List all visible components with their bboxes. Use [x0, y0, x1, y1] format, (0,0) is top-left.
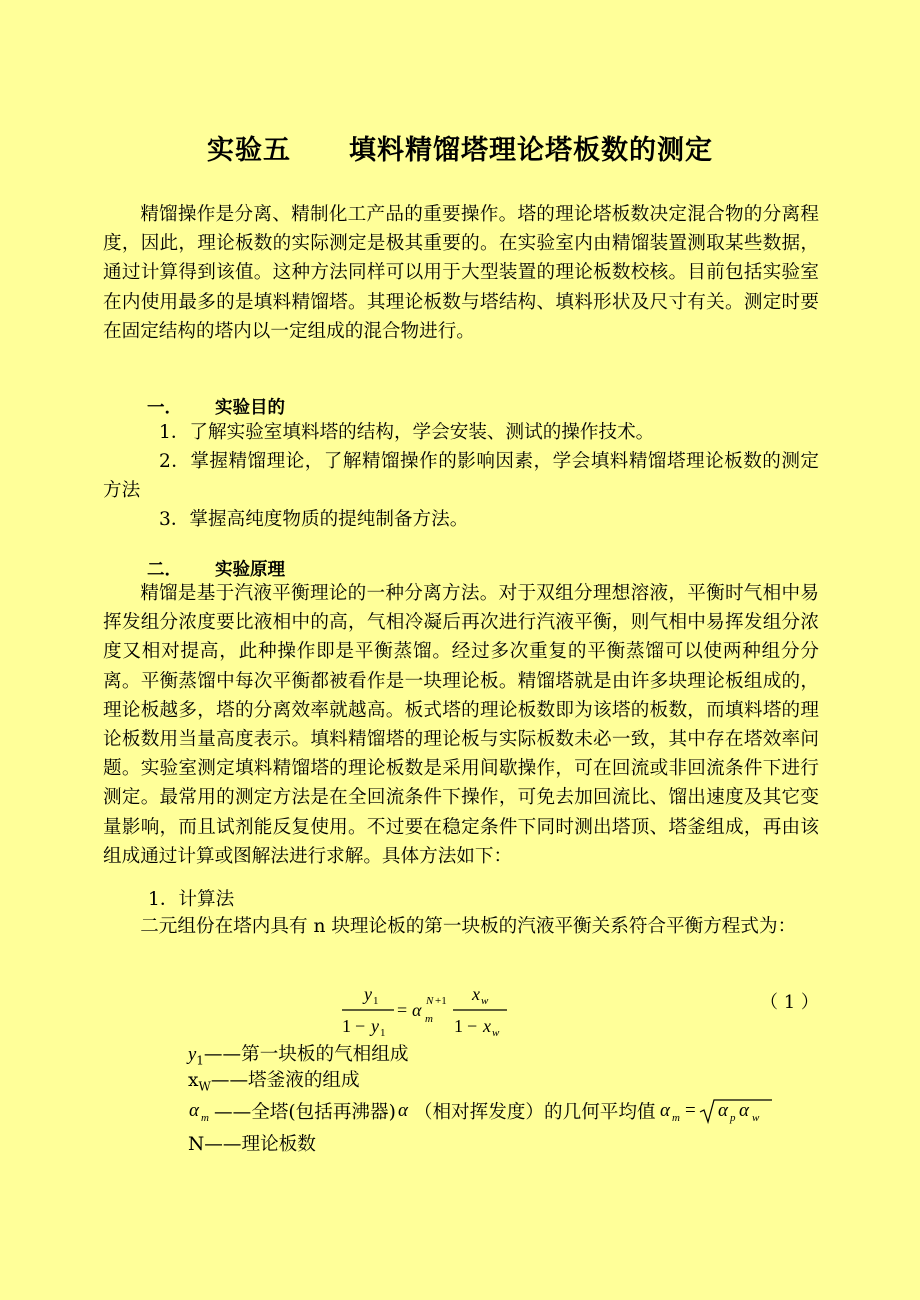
section2-title: 实验原理: [215, 560, 285, 580]
svg-text:α: α: [738, 1100, 749, 1121]
svg-text:−: −: [467, 1016, 478, 1036]
alpha-m-symbol: [188, 1099, 214, 1123]
svg-text:y: y: [364, 984, 372, 1004]
svg-text:1: 1: [454, 1016, 463, 1036]
svg-text:α: α: [412, 1000, 422, 1020]
equilibrium-equation: [340, 980, 820, 1040]
intro-paragraph: 精馏操作是分离、精制化工产品的重要操作。塔的理论塔板数决定混合物的分离程度，因此，理论板数的实际测定是极其重要的。在实验室内由精馏装置测取某些数据，通过计算得到该值。这种方法同样可以用于大型装置的理论板数校核。目前包括实验室在内使用最多的是填料精馏塔。其理论板数与塔结构、填料形状及尺寸有关。测定时要在固定结构的塔内以一定组成的混合物进行。: [103, 204, 819, 342]
definition-xw: $x_W——$塔釜液的组成: [188, 1070, 360, 1094]
svg-text:=: =: [397, 1000, 408, 1020]
definition-y1: $y_1——$第一块板的气相组成: [188, 1044, 409, 1068]
svg-text:+1: +1: [435, 995, 447, 1007]
section1-item-3: 3．掌握高纯度物质的提纯制备方法。: [159, 509, 469, 530]
definition-n: N——理论板数: [188, 1134, 316, 1155]
svg-text:α: α: [717, 1100, 728, 1121]
svg-text:m: m: [425, 1013, 433, 1025]
title-part2: 填料精馏塔理论塔板数的测定: [349, 135, 713, 166]
svg-text:1: 1: [373, 995, 379, 1007]
section1-number: 一．: [147, 398, 182, 418]
svg-text:x: x: [472, 984, 480, 1004]
title-part1: 实验五: [207, 135, 291, 166]
subsection-calc-heading: 1．计算法: [148, 889, 235, 910]
svg-text:w: w: [481, 995, 489, 1007]
section2-number: 二．: [147, 560, 182, 580]
alpha-symbol: [396, 1099, 414, 1123]
svg-text:m: m: [201, 1112, 209, 1123]
section1-item-2: 2．掌握精馏理论，了解精馏操作的影响因素，学会填料精馏塔理论板数的测定方法: [103, 451, 819, 502]
svg-text:x: x: [483, 1016, 491, 1036]
svg-text:−: −: [355, 1016, 366, 1036]
section2-heading: [147, 556, 285, 581]
geometric-mean-formula: [656, 1096, 774, 1126]
section1-heading: [147, 394, 285, 419]
svg-text:y: y: [371, 1016, 379, 1036]
svg-text:α: α: [397, 1100, 408, 1121]
svg-text:α: α: [659, 1100, 670, 1121]
svg-text:p: p: [729, 1112, 736, 1124]
section2-paragraph: 精馏是基于汽液平衡理论的一种分离方法。对于双组分理想溶液，平衡时气相中易挥发组分浓度要比液相中的高，气相冷凝后再次进行汽液平衡，则气相中易挥发组分浓度又相对提高，此种操作即是平衡蒸馏。经过多次重复的平衡蒸馏可以使两种组分分离。平衡蒸馏中每次平衡都被看作是一块理论板。精馏塔就是由许多块理论板组成的，理论板越多，塔的分离效率就越高。板式塔的理论板数即为该塔的板数，而填料塔的理论板数用当量高度表示。填料精馏塔的理论板与实际板数未必一致，其中存在塔效率问题。实验室测定填料精馏塔的理论板数是采用间歇操作，可在回流或非回流条件下进行测定。最常用的测定方法是在全回流条件下操作，可免去加回流比、馏出速度及其它变量影响，而且试剂能反复使用。不过要在稳定条件下同时测出塔顶、塔釜组成，再由该组成通过计算或图解法进行求解。具体方法如下：: [103, 583, 819, 867]
svg-text:α: α: [189, 1100, 199, 1121]
section1-item-1: 1．了解实验室填料塔的结构，学会安装、测试的操作技术。: [159, 422, 655, 443]
svg-text:1: 1: [380, 1027, 386, 1039]
svg-text:w: w: [751, 1112, 759, 1124]
svg-text:=: =: [684, 1100, 696, 1121]
page-title: [0, 128, 920, 167]
svg-text:N: N: [426, 995, 434, 1007]
subsection-calc-paragraph: 二元组份在塔内具有 n 块理论板的第一块板的汽液平衡关系符合平衡方程式为：: [140, 916, 797, 937]
svg-text:m: m: [671, 1112, 680, 1124]
svg-text:1: 1: [342, 1016, 351, 1036]
definition-alpha-m: α m ——全塔(包括再沸器) α （相对挥发度）的几何平均值 α m = α p α w: [188, 1096, 774, 1126]
svg-text:w: w: [492, 1027, 500, 1039]
section1-title: 实验目的: [215, 398, 285, 418]
equation-number: （ 1 ）: [760, 992, 819, 1013]
